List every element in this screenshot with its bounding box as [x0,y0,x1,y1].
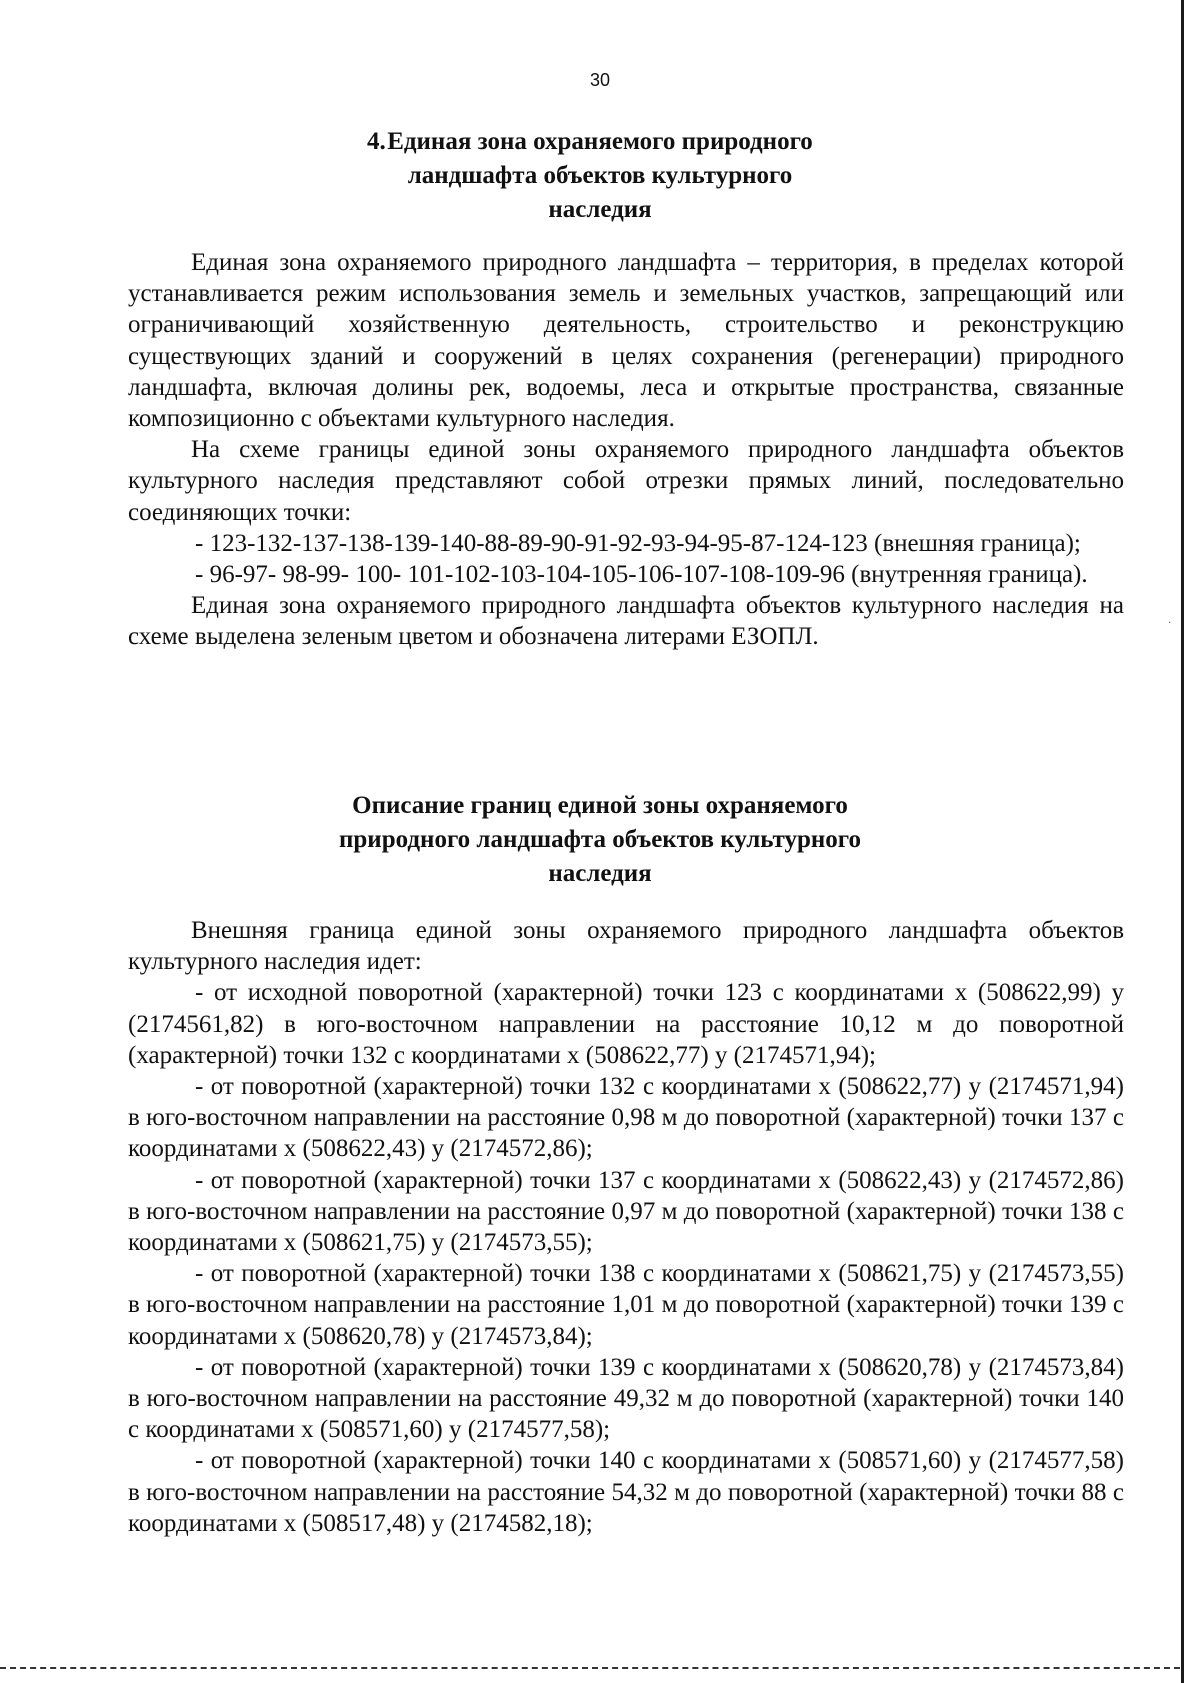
boundary-segment-item: - от исходной поворотной (характерной) точки 123 с координатами х (508622,99) у (2174561,82) в юго-восточном направлении на расстояние 10,12 м до поворотной (характерной) точки 132 с координатами х (508622,77) у (2174571,94); [128,979,1124,1069]
boundary-segment-item: - от поворотной (характерной) точки 138 с координатами х (508621,75) у (2174573,55) в юго-восточном направлении на расстояние 1,01 м до поворотной (характерной) точки 139 с координатами х (508620,78) у (2174573,84); [128,1260,1124,1350]
boundary-segment-item: - от поворотной (характерной) точки 137 с координатами х (508622,43) у (2174572,86) в юго-восточном направлении на расстояние 0,97 м до поворотной (характерной) точки 138 с координатами х (508621,75) у (2174573,55); [128,1166,1124,1257]
description-heading [0,789,1200,891]
inner-boundary-item: - 96-97- 98-99- 100- 101-102-103-104-105-106-107-108-109-96 (внутренняя граница). [195,561,1088,589]
marking-paragraph: Единая зона охраняемого природного ландшафта объектов культурного наследия на схеме выделена зеленым цветом и обозначена литерами ЕЗОПЛ. [128,592,1124,651]
description-title-line-1: Описание границ единой зоны охраняемого [352,792,848,819]
page-edge-rule [1181,0,1184,1683]
scheme-paragraph: На схеме границы единой зоны охраняемого природного ландшафта объектов культурного наследия представляют собой отрезки прямых линий, последовательно соединяющих точки: [128,436,1124,526]
description-title-line-3: наследия [548,860,652,887]
outer-boundary-item: - 123-132-137-138-139-140-88-89-90-91-92-93-94-95-87-124-123 (внешняя граница); [195,529,1081,557]
scan-artifact: · [1168,618,1172,629]
description-intro: Внешняя граница единой зоны охраняемого природного ландшафта объектов культурного наследия идет: [128,917,1124,976]
section-title-line-3: наследия [548,196,652,223]
section-title-line-2: ландшафта объектов культурного [407,162,793,189]
section-number: 4. [367,128,386,155]
page-bottom-dashed-line [0,1667,1180,1669]
definition-paragraph: Единая зона охраняемого природного ландшафта – территория, в пределах которой устанавливается режим использования земель и земельных участков, запрещающий или ограничивающий хозяйственную деятельность, строительство и реконструкцию существующих зданий и сооружений в целях сохранения (регенерации) природного ландшафта, включая долины рек, водоемы, леса и открытые пространства, связанные композиционно с объектами культурного наследия. [128,249,1124,433]
boundary-segment-item: - от поворотной (характерной) точки 139 с координатами х (508620,78) у (2174573,84) в юго-восточном направлении на расстояние 49,32 м до поворотной (характерной) точки 140 с координатами х (508571,60) у (2174577,58); [128,1353,1124,1444]
section-heading [0,125,1200,227]
section-title-line-1: Единая зона охраняемого природного [387,128,813,155]
page-number: 30 [589,70,611,90]
description-title-line-2: природного ландшафта объектов культурного [339,826,861,853]
description-body [128,915,1124,1539]
boundary-segment-item: - от поворотной (характерной) точки 140 с координатами х (508571,60) у (2174577,58) в юго-восточном направлении на расстояние 54,32 м до поворотной (характерной) точки 88 с координатами х (508517,48) у (2174582,18); [128,1447,1124,1537]
section-body [128,247,1124,653]
boundary-segment-item: - от поворотной (характерной) точки 132 с координатами х (508622,77) у (2174571,94) в юго-восточном направлении на расстояние 0,98 м до поворотной (характерной) точки 137 с координатами х (508622,43) у (2174572,86); [128,1073,1124,1163]
